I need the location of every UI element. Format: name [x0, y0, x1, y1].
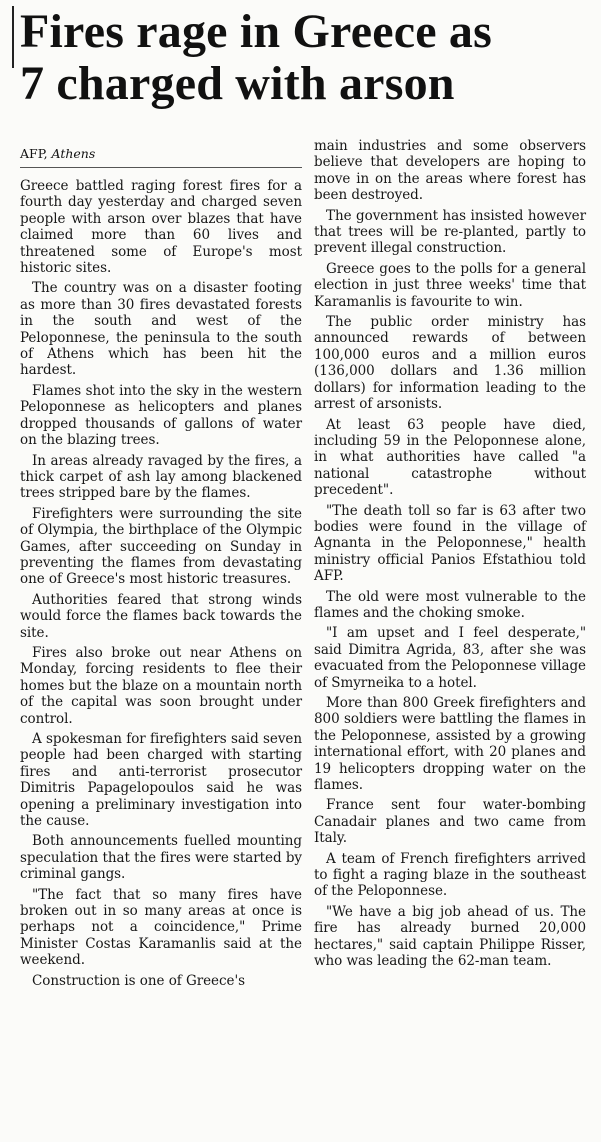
paragraph: "I am upset and I feel desperate," said Dimitra Agrida, 83, after she was evacuated from the Peloponnese village of Smyrneika to a hotel. [314, 625, 586, 691]
paragraph: Both announcements fuelled mounting speculation that the fires were started by criminal gangs. [20, 833, 302, 883]
paragraph: Greece goes to the polls for a general election in just three weeks' time that Karamanlis is favourite to win. [314, 260, 586, 310]
paragraph: The country was on a disaster footing as more than 30 fires devastated forests in the south and west of the Peloponnese, the peninsula to the south of Athens which has been hit the hardest. [20, 280, 302, 379]
paragraph: At least 63 people have died, including 59 in the Peloponnese alone, in what authorities have called "a national catastrophe without precedent". [314, 416, 586, 499]
article-column-2 [314, 138, 586, 974]
byline: AFP, Athens [20, 146, 96, 161]
paragraph: Construction is one of Greece's [32, 972, 245, 989]
paragraph: More than 800 Greek firefighters and 800 soldiers were battling the flames in the Peloponnese, assisted by a growing international effort, with 20 planes and 19 helicopters dropping water on the flames. [314, 695, 586, 794]
article-column-1 [20, 178, 302, 993]
paragraph: The old were most vulnerable to the flames and the choking smoke. [314, 588, 586, 621]
paragraph: France sent four water-bombing Canadair planes and two came from Italy. [314, 797, 586, 847]
paragraph: main industries and some observers believe that developers are hoping to move in on the areas where forest has been destroyed. [314, 138, 586, 204]
paragraph: A spokesman for firefighters said seven people had been charged with starting fires and anti-terrorist prosecutor Dimitris Papagelopoulos said he was opening a preliminary investigation into the cause. [20, 731, 302, 830]
paragraph: A team of French firefighters arrived to fight a raging blaze in the southeast of the Peloponnese. [314, 850, 586, 900]
paragraph: "The fact that so many fires have broken out in so many areas at once is perhaps not a coincidence," Prime Minister Costas Karamanlis said at the weekend. [20, 886, 302, 969]
paragraph: "We have a big job ahead of us. The fire has already burned 20,000 hectares," said captain Philippe Risser, who was leading the 62-man team. [314, 903, 586, 970]
byline-place: Athens [51, 146, 96, 161]
byline-agency: AFP [20, 146, 44, 161]
paragraph: Fires also broke out near Athens on Monday, forcing residents to flee their homes but the blaze on a mountain north of the capital was soon brought under control. [20, 644, 302, 727]
byline-rule [20, 167, 302, 168]
headline-rule [12, 6, 14, 68]
paragraph: Firefighters were surrounding the site of Olympia, the birthplace of the Olympic Games, after succeeding on Sunday in preventing the flames from devastating one of Greece's most historic treasures. [20, 505, 302, 588]
paragraph: Greece battled raging forest fires for a fourth day yesterday and charged seven people with arson over blazes that have claimed more than 60 lives and threatened some of Europe's most historic sites. [20, 178, 302, 277]
paragraph: Flames shot into the sky in the western Peloponnese as helicopters and planes dropped thousands of gallons of water on the blazing trees. [20, 382, 302, 449]
paragraph: The public order ministry has announced rewards of between 100,000 euros and a million euros (136,000 dollars and 1.36 million dollars) for information leading to the arrest of arsonists. [314, 314, 586, 413]
paragraph: "The death toll so far is 63 after two bodies were found in the village of Agnanta in the Peloponnese," health ministry official Panios Efstathiou told AFP. [314, 502, 586, 585]
paragraph: Authorities feared that strong winds would force the flames back towards the site. [20, 591, 302, 641]
headline-line-2: 7 charged with arson [20, 57, 455, 110]
headline [20, 6, 595, 110]
headline-line-1: Fires rage in Greece as [20, 5, 492, 58]
paragraph: In areas already ravaged by the fires, a thick carpet of ash lay among blackened trees stripped bare by the flames. [20, 452, 302, 502]
paragraph: The government has insisted however that trees will be re-planted, partly to prevent illegal construction. [314, 207, 586, 257]
